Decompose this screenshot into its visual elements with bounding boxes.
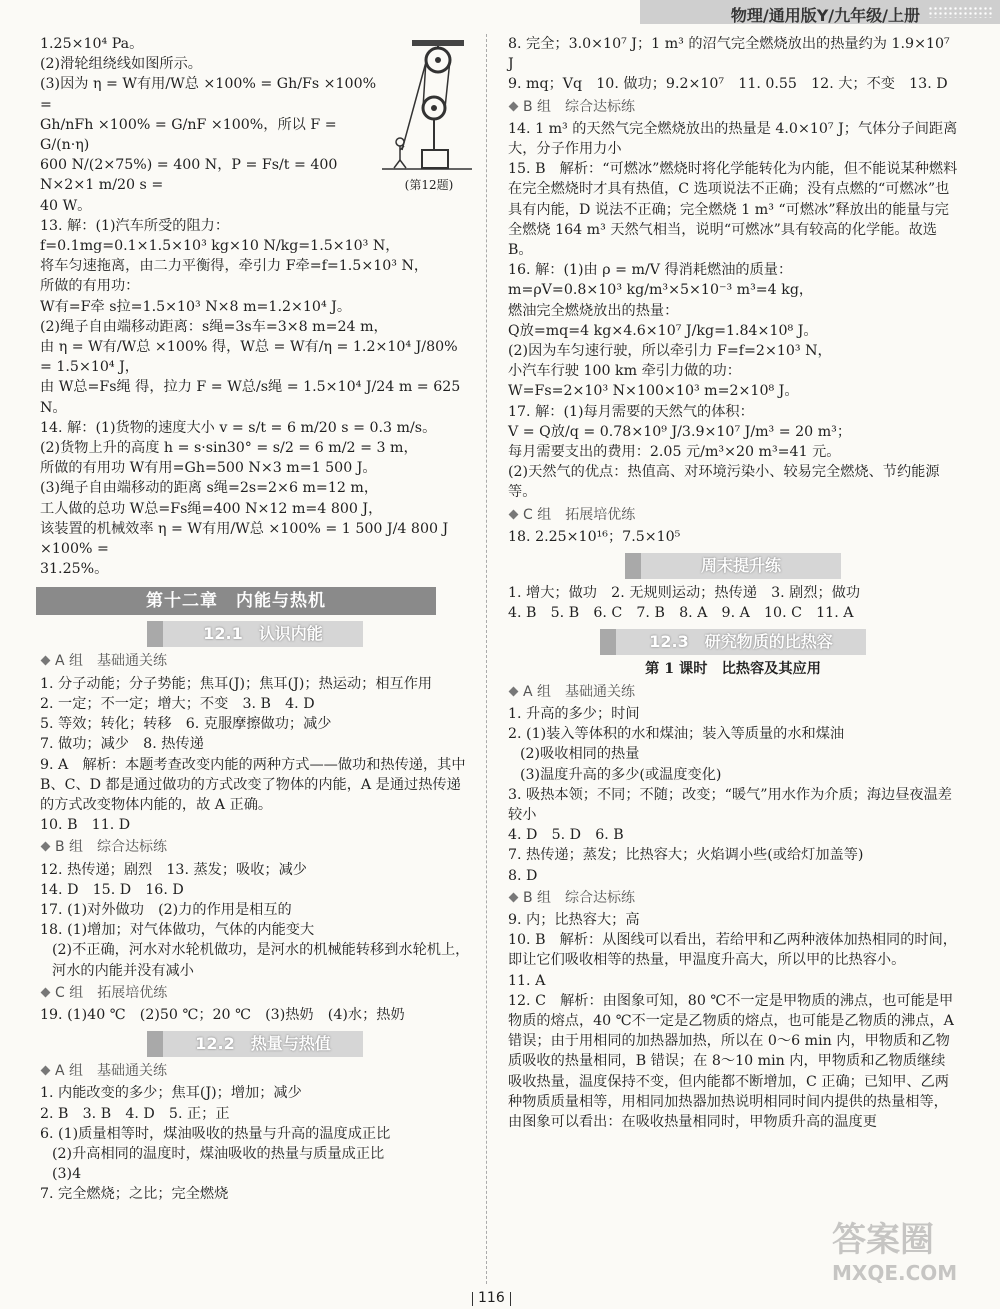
group-label: [40, 837, 470, 857]
header-pattern: [928, 6, 992, 18]
answer-line: 9. mq；Vq 10. 做功；9.2×10⁷ 11. 0.55 12. 大；不变 13. D: [508, 76, 948, 93]
answer-line: 7. 完全燃烧；之比；完全燃烧: [40, 1186, 229, 1203]
answer-line: 11. A: [508, 972, 546, 989]
answer-line: 7. 热传递；蒸发；比热容大；火焰调小些(或给灯加盖等): [508, 847, 864, 864]
watermark-logo: [832, 1212, 982, 1302]
answer-line: m=ρV=0.8×10³ kg/m³×5×10⁻³ m³=4 kg，: [508, 282, 814, 299]
answer-line: 15. B 解析：“可燃冰”燃烧时将化学能转化为内能，但不能说某种燃料在完全燃烧时才具有热值，C 选项说法不正确；没有点燃的“可燃冰”也具有内能，D 说法不正确；完全燃烧 1 m³ “可燃冰”释放出的能量与完全燃烧 164 m³ 天然气相当，说明“可燃冰”具有较高的化学能。故选 B。: [508, 161, 958, 259]
section-title-12-2: 12.2 热量与热值: [147, 1031, 363, 1057]
answer-line: 4. D 5. D 6. B: [508, 827, 624, 844]
text-line: 13. 解：(1)汽车所受的阻力：: [40, 217, 230, 234]
text-line: 所做的有用功 W有用=Gh=500 N×3 m=1 500 J。: [40, 460, 377, 477]
answer-line: 16. 解：(1)由 ρ = m/V 得消耗燃油的质量：: [508, 262, 793, 279]
answer-line: 6. (1)质量相等时，煤油吸收的热量与升高的温度成正比: [40, 1125, 391, 1142]
text-line: 31.25%。: [40, 561, 109, 578]
text-line: 1.25×10⁴ Pa。: [40, 36, 144, 52]
answer-line: (2)因为车匀速行驶，所以牵引力 F=f=2×10³ N，: [508, 343, 832, 360]
answer-line: 18. 2.25×10¹⁶；7.5×10⁵: [508, 528, 681, 545]
answer-line: 8. D: [508, 867, 538, 884]
answer-line: 7. 做功；减少 8. 热传递: [40, 736, 204, 753]
answer-line: 19. (1)40 ℃ (2)50 ℃；20 ℃ (3)热奶 (4)水；热奶: [40, 1006, 405, 1023]
text-line: 由 W总=Fs绳 得，拉力 F = W总/s绳 = 1.5×10⁴ J/24 m = 625 N。: [40, 379, 461, 416]
group-label: [508, 97, 958, 117]
diamond-icon: [509, 686, 519, 696]
group-label: [508, 682, 958, 702]
text-line: (2)滑轮组绕线如图所示。: [40, 56, 202, 73]
lesson-title: 第 1 课时 比热容及其应用: [645, 661, 821, 678]
answer-line: (2)升高相同的温度时，煤油吸收的热量与质量成正比: [52, 1145, 385, 1162]
answer-line: 2. 一定；不一定；增大；不变 3. B 4. D: [40, 695, 315, 712]
answer-line: 12. C 解析：由图象可知，80 ℃不一定是甲物质的沸点，也可能是甲物质的熔点，40 ℃不一定是乙物质的熔点，也可能是乙物质的沸点，A 错误；由于用相同的加热器加热，所以在 0～6 min 内，甲物质和乙物质吸收的热量相同，B 错误；在 8～10 min 内，甲物质和乙物质继续吸收热量，温度保持不变，但内能都不断增加，C 正确；已知甲、乙两种物质质量相等，用相同加热器加热说明相同时间内提供的热量相等，由图象可以看出：在吸收热量相同时，甲物质升高的温度更: [508, 992, 954, 1130]
page-number: 116: [478, 1290, 505, 1306]
answer-line: 18. (1)增加；对气体做功，气体的内能变大: [40, 922, 315, 939]
group-label: [40, 651, 470, 671]
answer-line: 3. 吸热本领；不同；不随；改变；“暖气”用水作为介质；海边昼夜温差较小: [508, 786, 952, 823]
answer-line: 10. B 11. D: [40, 817, 131, 834]
left-top-solutions: [40, 34, 380, 216]
text-line: 该装置的机械效率 η = W有用/W总 ×100% = 1 500 J/4 800 J ×100% =: [40, 520, 449, 558]
group-a-label: A 组 基础通关练: [523, 683, 636, 700]
answer-line: 每月需要支出的费用：2.05 元/m³×20 m³=41 元。: [508, 444, 841, 461]
diamond-icon: [509, 892, 519, 902]
text-line: 工人做的总功 W总=Fs绳=400 N×12 m=4 800 J，: [40, 500, 383, 517]
text-line: (3)绳子自由端移动的距离 s绳=2s=2×6 m=12 m，: [40, 480, 379, 497]
answer-line: Q放=mq=4 kg×4.6×10⁷ J/kg=1.84×10⁸ J。: [508, 322, 818, 339]
answer-line: 燃油完全燃烧放出的热量：: [508, 302, 679, 319]
text-line: 所做的有用功：: [40, 278, 140, 295]
section-title-12-1: 12.1 认识内能: [147, 621, 363, 647]
answer-line: 2. B 3. B 4. D 5. 正；正: [40, 1105, 230, 1122]
text-line: 将车匀速拖离，由二力平衡得，牵引力 F牵=f=1.5×10³ N，: [40, 258, 429, 275]
column-divider: [486, 34, 488, 1284]
text-line: 由 η = W有/W总 ×100% 得，W总 = W有/η = 1.2×10⁴ J/80% = 1.5×10⁴ J，: [40, 339, 458, 376]
answer-line: 8. 完全；3.0×10⁷ J；1 m³ 的沼气完全燃烧放出的热量约为 1.9×10⁷ J: [508, 36, 950, 73]
text-line: 600 N/(2×75%) = 400 N，P = Fs/t = 400 N×2×1 m/20 s =: [40, 157, 338, 194]
group-b-label: B 组 综合达标练: [523, 98, 636, 115]
answer-line: (3)温度升高的多少(或温度变化): [520, 766, 722, 783]
answer-line: 5. 等效；转化；转移 6. 克服摩擦做功；减少: [40, 716, 332, 733]
group-a-label: A 组 基础通关练: [55, 653, 168, 670]
answer-line: (3)4: [52, 1166, 82, 1183]
chapter-title: 第十二章 内能与热机: [36, 587, 436, 615]
diamond-icon: [509, 101, 519, 111]
answer-line: 2. (1)装入等体积的水和煤油；装入等质量的水和煤油: [508, 726, 845, 743]
page-header: [0, 0, 1000, 26]
diamond-icon: [509, 509, 519, 519]
group-a-label: A 组 基础通关练: [55, 1063, 168, 1080]
text-line: (2)绳子自由端移动距离：s绳=3s车=3×8 m=24 m，: [40, 318, 388, 335]
group-label: [40, 983, 470, 1003]
diamond-icon: [41, 656, 51, 666]
answer-line: 1. 升高的多少；时间: [508, 705, 640, 722]
diamond-icon: [41, 842, 51, 852]
text-line: 14. 解：(1)货物的速度大小 v = s/t = 6 m/20 s = 0.3 m/s。: [40, 419, 437, 436]
group-b-label: B 组 综合达标练: [523, 889, 636, 906]
group-c-label: C 组 拓展培优练: [523, 506, 636, 523]
answer-line: 9. A 解析：本题考查改变内能的两种方式——做功和热传递，其中 B、C、D 都是通过做功的方式改变了物体的内能，A 是通过热传递的方式改变物体内能的，故 A 正确。: [40, 756, 466, 813]
left-column: [40, 34, 470, 1205]
answer-line: V = Q放/q = 0.78×10⁹ J/3.9×10⁷ J/m³ = 20 m³；: [508, 423, 852, 440]
text-line: 40 W。: [40, 197, 92, 214]
answer-line: 14. 1 m³ 的天然气完全燃烧放出的热量是 4.0×10⁷ J；气体分子间距离大，分子作用力小: [508, 120, 958, 158]
group-label: [508, 888, 958, 908]
diamond-icon: [41, 987, 51, 997]
text-line: f=0.1mg=0.1×1.5×10³ kg×10 N/kg=1.5×10³ N，: [40, 238, 400, 255]
answer-line: W=Fs=2×10³ N×100×10³ m=2×10⁸ J。: [508, 383, 799, 400]
answer-line: (2)吸收相同的热量: [520, 746, 640, 763]
answer-line: 1. 内能改变的多少；焦耳(J)；增加；减少: [40, 1085, 302, 1102]
answer-line: 4. B 5. B 6. C 7. B 8. A 9. A 10. C 11. A: [508, 605, 854, 622]
watermark-line2: MXQE.COM: [832, 1261, 958, 1285]
group-b-label: B 组 综合达标练: [55, 839, 168, 856]
watermark-line1: 答案圈: [832, 1220, 934, 1260]
text-line: Gh/nFh ×100% = G/nF ×100%，所以 F = G/(n·η): [40, 116, 337, 154]
group-label: [508, 505, 958, 525]
section-title-weekend: 周末提升练: [625, 553, 841, 579]
answer-line: 17. 解：(1)每月需要的天然气的体积：: [508, 403, 754, 420]
answer-line: 9. 内；比热容大；高: [508, 911, 640, 928]
answer-line: 17. (1)对外做功 (2)力的作用是相互的: [40, 901, 292, 918]
diamond-icon: [41, 1066, 51, 1076]
group-label: [40, 1061, 470, 1081]
section-title-12-3: 12.3 研究物质的比热容: [600, 629, 866, 655]
right-column: [508, 34, 958, 1132]
answer-line: 10. B 解析：从图线可以看出，若给甲和乙两种液体加热相同的时间，即让它们吸收相等的热量，甲温度升高大，所以甲的比热容小。: [508, 932, 957, 969]
text-line: (3)因为 η = W有用/W总 ×100% = Gh/Fs ×100% =: [40, 76, 377, 113]
answer-line: (2)天然气的优点：热值高、对环境污染小、较易完全燃烧、节约能源等。: [508, 464, 940, 501]
header-title: 物理/通用版Y/九年级/上册: [730, 6, 920, 25]
answer-line: 小汽车行驶 100 km 牵引力做的功：: [508, 363, 741, 380]
text-line: (2)货物上升的高度 h = s·sin30° = s/2 = 6 m/2 = 3 m，: [40, 440, 418, 457]
figure-caption: (第12题): [404, 178, 454, 192]
text-line: W有=F牵 s拉=1.5×10³ N×8 m=1.2×10⁴ J。: [40, 298, 352, 315]
answer-line: 12. 热传递；剧烈 13. 蒸发；吸收；减少: [40, 861, 307, 878]
answer-line: (2)不正确，河水对水轮机做功，是河水的机械能转移到水轮机上，河水的内能并没有减小: [52, 942, 470, 979]
answer-line: 1. 增大；做功 2. 无规则运动；热传递 3. 剧烈；做功: [508, 585, 861, 602]
answer-line: 1. 分子动能；分子势能；焦耳(J)；焦耳(J)；热运动；相互作用: [40, 675, 433, 692]
answer-line: 14. D 15. D 16. D: [40, 881, 184, 898]
group-c-label: C 组 拓展培优练: [55, 984, 168, 1001]
